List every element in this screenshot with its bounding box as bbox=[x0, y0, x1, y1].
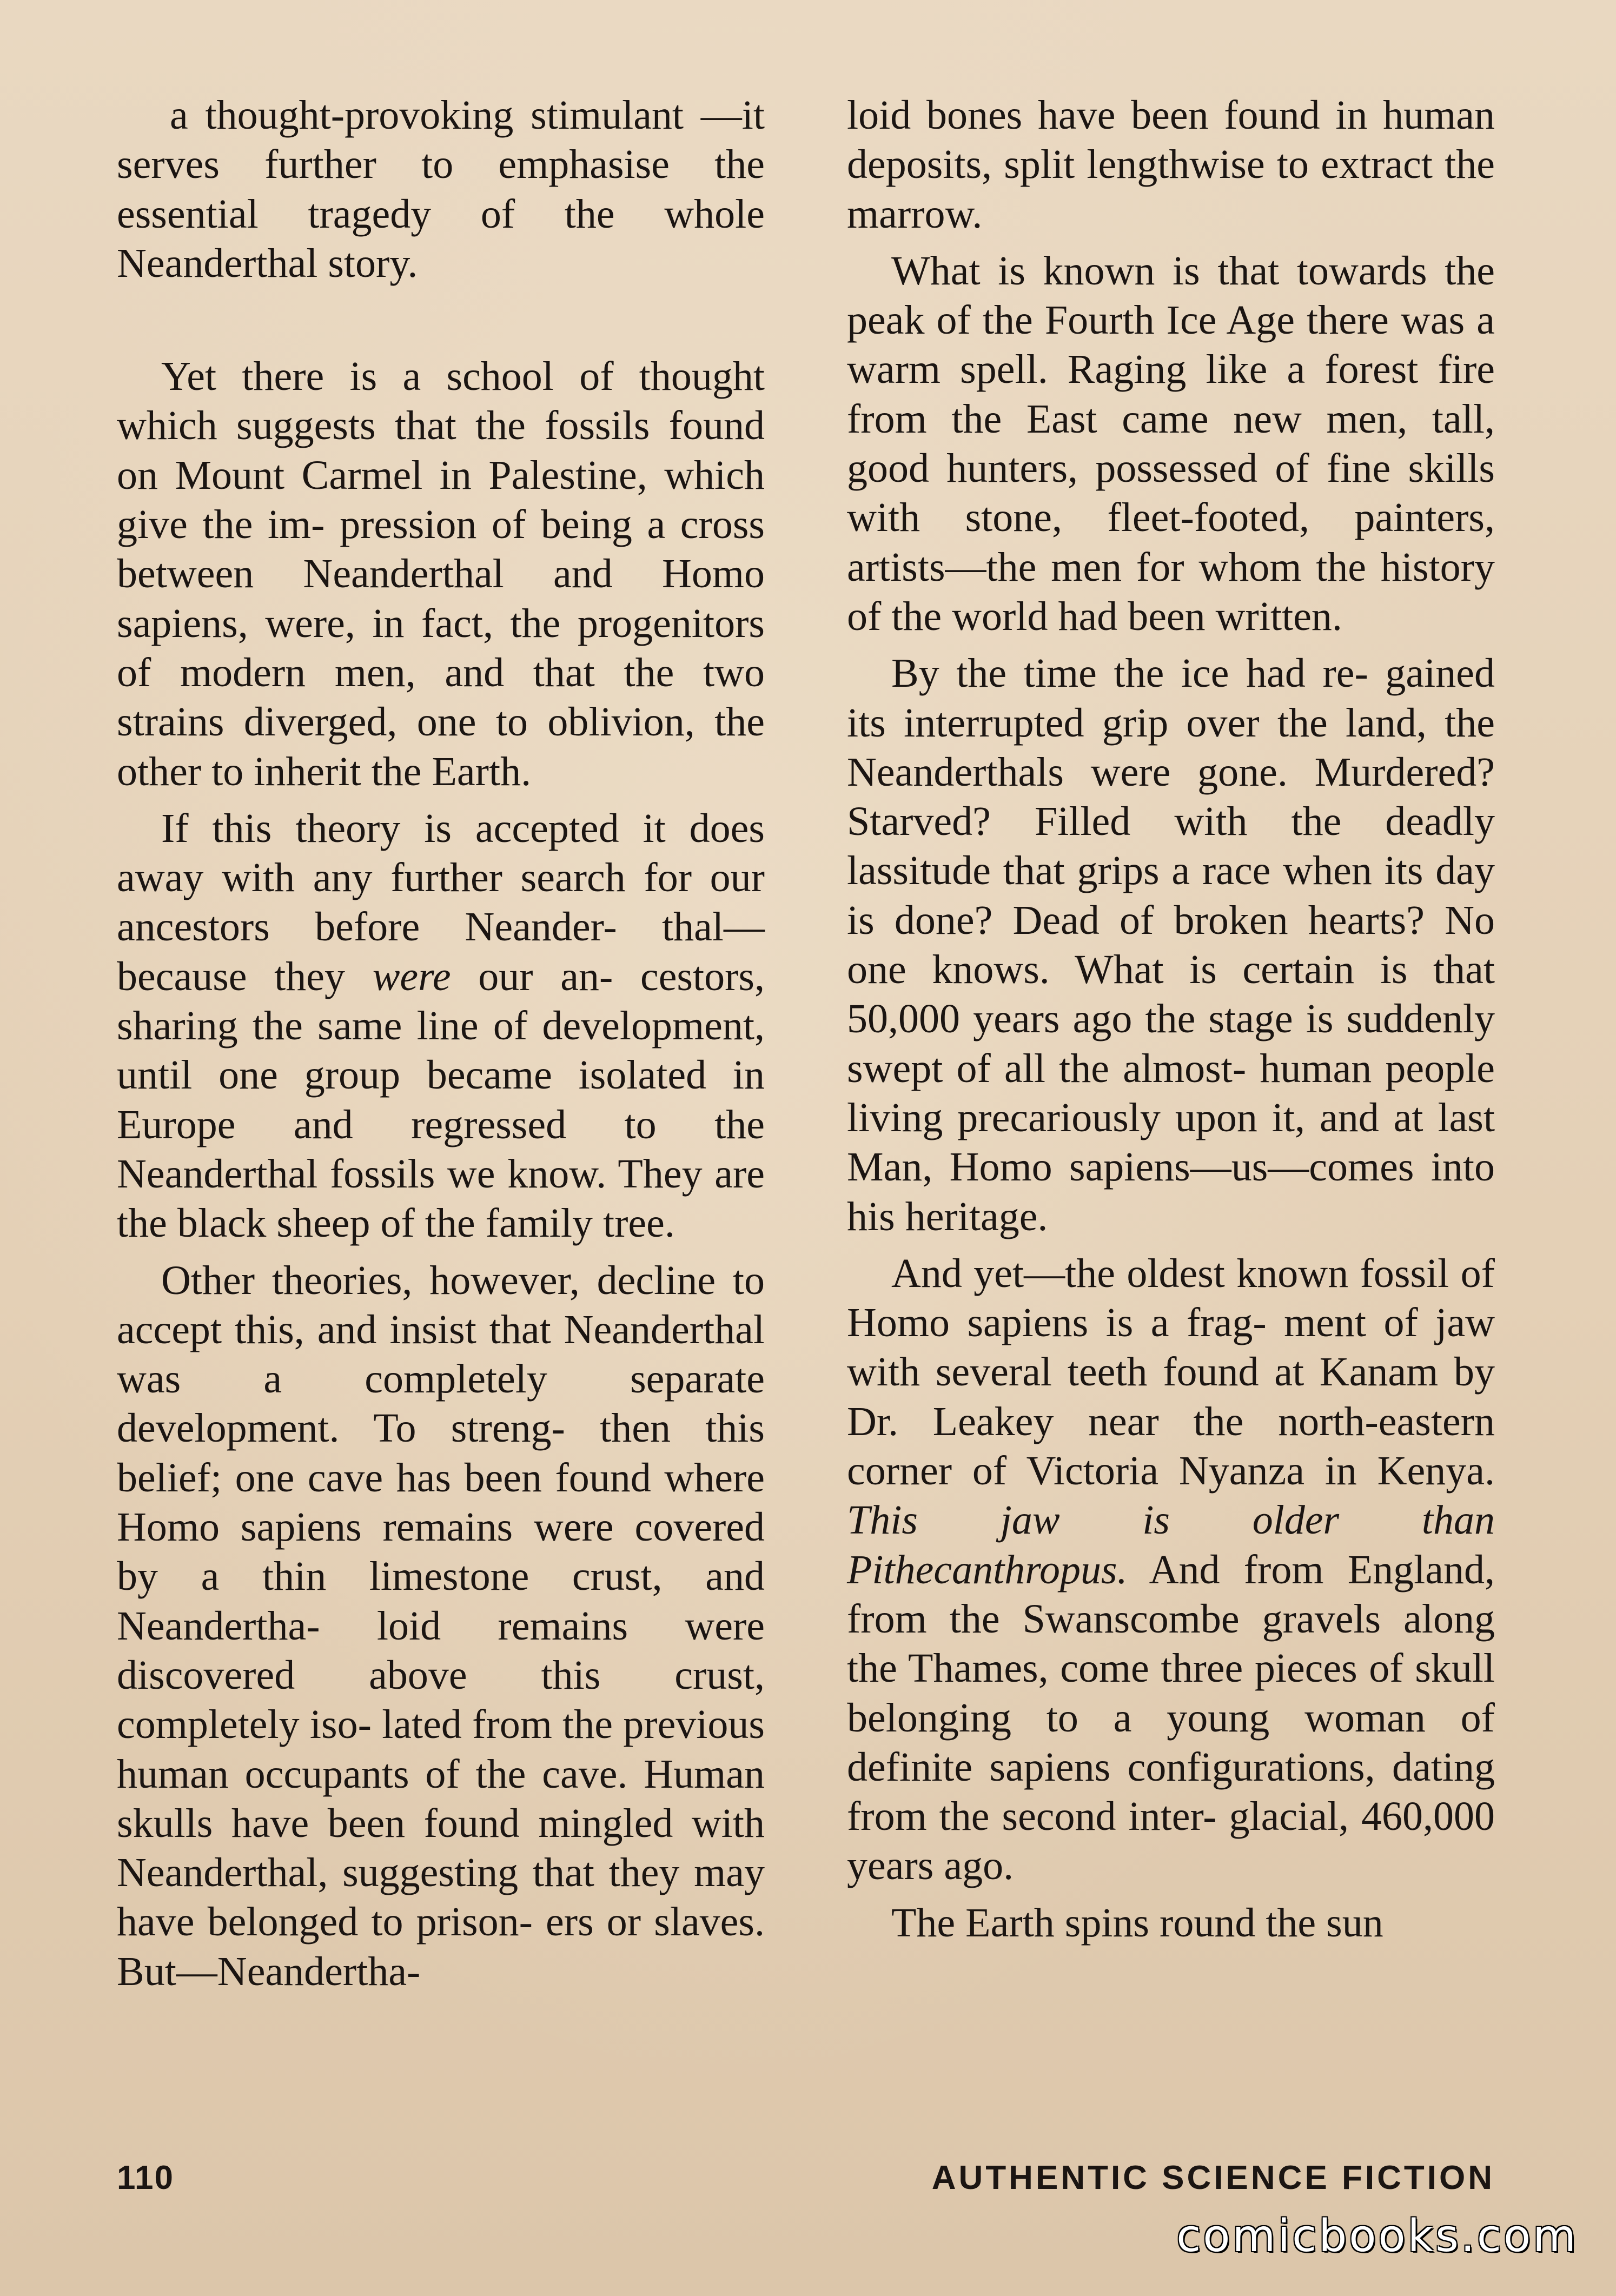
paragraph: loid bones have been found in human deposits, split lengthwise to extract the marrow. bbox=[847, 92, 1495, 237]
paragraph: The Earth spins round the sun bbox=[891, 1900, 1383, 1946]
page-number: 110 bbox=[117, 2159, 175, 2197]
paragraph bbox=[847, 1249, 1495, 1891]
paragraph-text: And yet—the oldest known fossil of Homo sapiens is a frag- ment of jaw with several teeth found at Kanam by Dr. Leakey near the north-eastern corner of Victoria Nyanza in Kenya. bbox=[847, 1250, 1495, 1494]
paragraph bbox=[117, 804, 765, 1249]
paragraph-text: And from England, from the Swanscombe gravels along the Thames, come three pieces of skull belonging to a young woman of definite sapiens configurations, dating from the second inter- glacial, 460,000 years ago. bbox=[847, 1547, 1495, 1889]
italic-emphasis: were bbox=[372, 953, 451, 999]
page-footer bbox=[117, 2159, 1495, 2207]
paragraph: What is known is that towards the peak of the Fourth Ice Age there was a warm spell. Raging like a forest fire from the East came new men, tall, good hunters, possessed of fine skills with stone, fleet-footed, painters, artists—the men for whom the history of the world had been written. bbox=[847, 248, 1495, 639]
paragraph: By the time the ice had re- gained its interrupted grip over the land, the Neanderthals were gone. Murdered? Starved? Filled with the deadly lassitude that grips a race when its day is done? Dead of broken hearts? No one knows. What is certain is that 50,000 years ago the stage is suddenly swept of all the almost- human people living precariously upon it, and at last Man, Homo sapiens—us—comes into his heritage. bbox=[847, 651, 1495, 1239]
watermark: comicbooks.com bbox=[1176, 2211, 1578, 2262]
right-column bbox=[847, 91, 1495, 1955]
paragraph: a thought-provoking stimulant —it serves further to emphasise the essential tragedy of the whole Neanderthal story. bbox=[117, 92, 765, 286]
paragraph: Other theories, however, decline to accept this, and insist that Neanderthal was a completely separate development. To streng- then this belief; one cave has been found where Homo sapiens remains were covered by a thin limestone crust, and Neandertha- loid remains were discovered above this crust, completely iso- lated from the previous human occupants of the cave. Human skulls have been found mingled with Neanderthal, suggesting that they may have belonged to prison- ers or slaves. But—Neandertha- bbox=[117, 1257, 765, 1994]
paragraph-text: If this theory is accepted it does away with any further search for our ancestors before Neander- thal—because they bbox=[117, 805, 765, 999]
paragraph-text: our an- cestors, sharing the same line of development, until one group became isolated in Europe and regressed to the Neanderthal fossils we know. They are the black sheep of the family tree. bbox=[117, 953, 765, 1246]
italic-emphasis: This jaw is older than Pithecanthropus. bbox=[847, 1497, 1495, 1592]
paragraph: Yet there is a school of thought which suggests that the fossils found on Mount Carmel in Palestine, which give the im- pression of being a cross between Neanderthal and Homo sapiens, were, in fact, the progenitors of modern men, and that the two strains diverged, one to oblivion, the other to inherit the Earth. bbox=[117, 354, 765, 794]
left-column bbox=[117, 91, 765, 2004]
running-footer-title: AUTHENTIC SCIENCE FICTION bbox=[931, 2159, 1495, 2197]
